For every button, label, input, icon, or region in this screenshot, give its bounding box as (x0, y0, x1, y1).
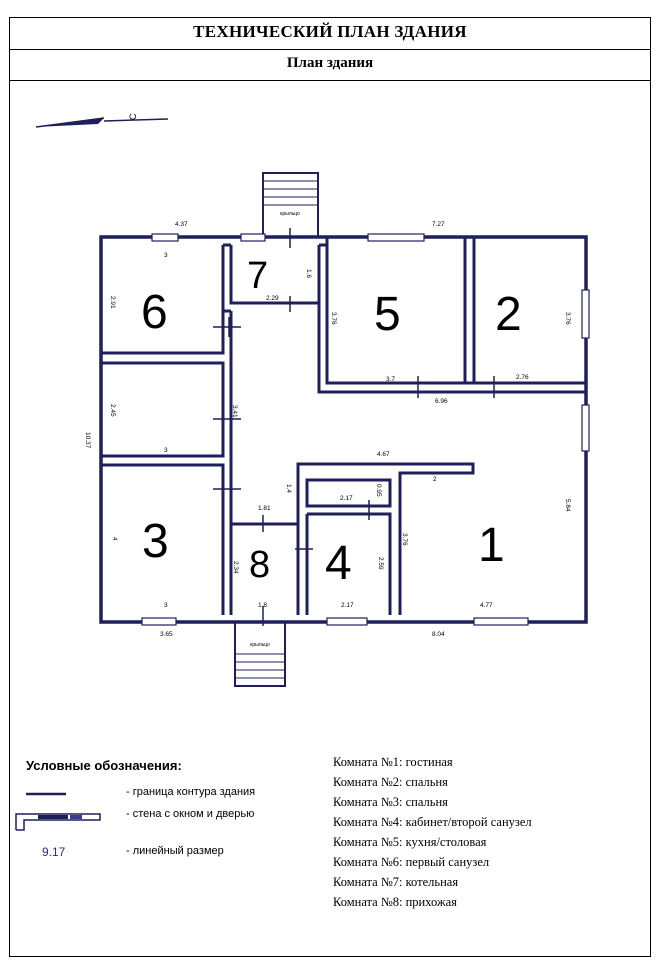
dim-r1-notch: 2 (433, 476, 437, 483)
dim-hall-gap: 1.4 (285, 484, 292, 494)
room-number-5: 5 (374, 288, 401, 341)
dim-r4-top-small: 2.17 (340, 495, 353, 502)
legend-title: Условные обозначения: (26, 758, 182, 773)
dim-unnamed-width: 3 (164, 447, 168, 454)
dim-r6-width: 3 (164, 252, 168, 259)
page-subtitle: План здания (286, 55, 374, 71)
page-title: ТЕХНИЧЕСКИЙ ПЛАН ЗДАНИЯ (193, 22, 467, 41)
dim-r8-top: 1.81 (258, 505, 271, 512)
room-list-item: Комната №3: спальня (333, 795, 448, 809)
room-number-3: 3 (142, 515, 169, 568)
room-list-item: Комната №5: кухня/столовая (333, 835, 487, 849)
dim-r3-bottom: 3 (164, 602, 168, 609)
dim-corridor-total: 6.96 (435, 398, 448, 405)
room-number-1: 1 (478, 519, 505, 572)
room-list-item: Комната №4: кабинет/второй санузел (333, 815, 532, 829)
dim-r5-width: 3.7 (386, 376, 396, 383)
dim-r1-right: 5.84 (564, 499, 571, 512)
room-number-8: 8 (249, 544, 271, 586)
legend-dimension-sample: 9.17 (42, 845, 66, 859)
dim-r6-height: 2.91 (109, 296, 116, 309)
legend-wall-label: - стена с окном и дверью (126, 808, 255, 820)
porch-top-label: крыльцо (280, 211, 300, 217)
dim-top-left: 4.37 (175, 221, 188, 228)
dim-r5-height: 3.76 (330, 312, 337, 325)
room-list-item: Комната №8: прихожая (333, 895, 457, 909)
windows (142, 234, 589, 625)
dim-bottom-left: 3.65 (160, 631, 173, 638)
room-list-item: Комната №7: котельная (333, 875, 459, 889)
dim-r7-width: 2.29 (266, 295, 279, 302)
dim-r4-height: 2.59 (377, 557, 384, 570)
dim-left-side: 10.37 (84, 432, 91, 449)
porch-bottom-label: крыльцо (250, 642, 270, 648)
dim-r1-top: 4.67 (377, 451, 390, 458)
legend-wall-window-icon (16, 814, 100, 830)
dim-r7-height: 1.6 (305, 269, 312, 279)
north-label: С (128, 113, 138, 120)
room-number-2: 2 (495, 288, 522, 341)
room-list (333, 752, 532, 912)
room-number-4: 4 (325, 537, 352, 590)
room-number-7: 7 (247, 255, 269, 297)
dim-r2-height: 3.76 (564, 312, 571, 325)
dim-r1-left: 3.76 (401, 533, 408, 546)
legend-boundary-label: - граница контура здания (126, 786, 256, 798)
dim-r8-height: 2.34 (232, 561, 239, 574)
dim-r4-bottom: 2.17 (341, 602, 354, 609)
dim-corridor-width: 3.41 (231, 405, 238, 418)
legend-dimension-label: - линейный размер (126, 845, 224, 857)
dim-r1-bottom: 4.77 (480, 602, 493, 609)
room-list-item: Комната №2: спальня (333, 775, 448, 789)
dim-unnamed-height: 2.45 (109, 404, 116, 417)
north-arrow-icon (36, 113, 168, 127)
dim-bottom-right: 8.04 (432, 631, 445, 638)
room-list-item: Комната №1: гостиная (333, 755, 453, 769)
porch-top (263, 173, 318, 237)
legend-samples (16, 794, 100, 830)
porch-bottom (235, 622, 285, 686)
dim-top-right: 7.27 (432, 221, 445, 228)
dim-r3-height: 4 (111, 537, 118, 541)
room-number-6: 6 (141, 286, 168, 339)
dim-r8-bottom: 1.8 (258, 602, 268, 609)
dim-r4-small-height: 0.95 (375, 484, 382, 497)
dim-r2-width: 2.76 (516, 374, 529, 381)
room-list-item: Комната №6: первый санузел (333, 855, 490, 869)
